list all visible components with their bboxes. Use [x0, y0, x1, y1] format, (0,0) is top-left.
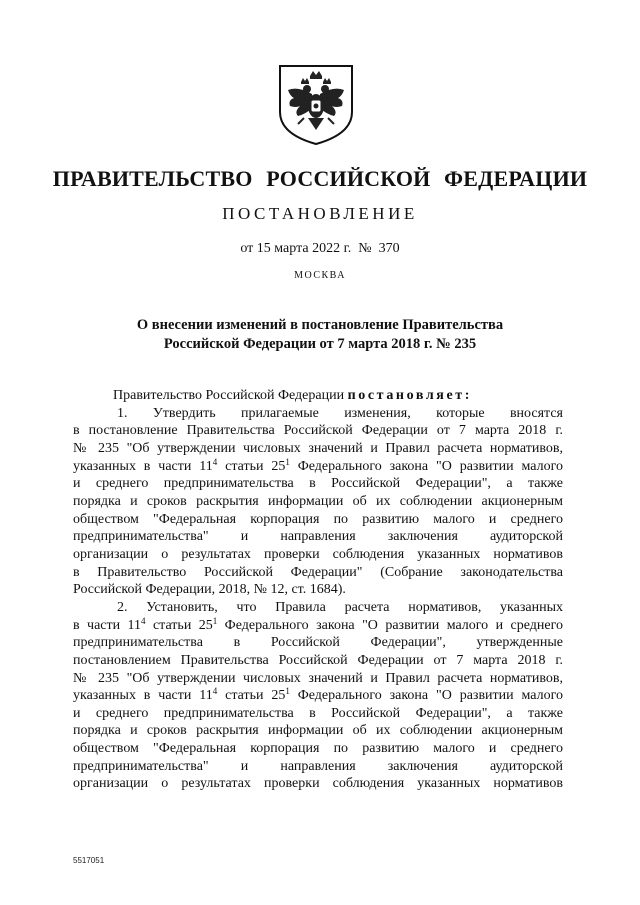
- city: МОСКВА: [294, 270, 346, 281]
- number-sign: №: [358, 241, 372, 256]
- paragraph-1-line: обществом "Федеральная корпорация по развитию малого и среднего: [73, 511, 563, 527]
- paragraph-2-line: указанных в части $11^4$ статьи $25^1$ Федерального закона "О развитии малого: [73, 686, 563, 704]
- paragraph-2-line: организации о результатах проверки соблюдения указанных нормативов: [73, 776, 563, 792]
- paragraph-2-line: постановлением Правительства Российской Федерации от 7 марта 2018 г.: [73, 652, 563, 668]
- date-number-line: [0, 241, 640, 257]
- decree-number: 370: [378, 241, 400, 256]
- decree-heading: [0, 316, 640, 354]
- paragraph-1-line: в Правительство Российской Федерации" (Собрание законодательства: [73, 564, 563, 580]
- paragraph-1-line: № 235 "Об утверждении числовых значений и Правил расчета нормативов,: [73, 440, 563, 456]
- paragraph-1-line: организации о результатах проверки соблюдения указанных нормативов: [73, 546, 563, 562]
- heading-line: Российской Федерации от 7 марта 2018 г. № 235: [163, 336, 477, 352]
- decree-body: [73, 387, 563, 793]
- paragraph-1-line: предпринимательства" и направления заключения аудиторской: [73, 529, 563, 545]
- paragraph-1-line: 1. Утвердить прилагаемые изменения, которые вносятся: [117, 405, 563, 421]
- paragraph-1-line: и среднего предпринимательства в Российской Федерации", а также: [73, 476, 563, 492]
- decree-date: от 15 марта 2022 г.: [240, 241, 352, 256]
- heading-line: О внесении изменений в постановление Правительства: [136, 317, 504, 333]
- paragraph-1-line: Российской Федерации, 2018, № 12, ст. 1684).: [73, 582, 346, 598]
- paragraph-1-line: порядка и сроков раскрытия информации об их соблюдении акционерным: [73, 493, 563, 509]
- paragraph-2-line: предпринимательства" и направления заключения аудиторской: [73, 758, 563, 774]
- coat-of-arms-icon: [274, 62, 358, 146]
- paragraph-2-line: порядка и сроков раскрытия информации об их соблюдении акционерным: [73, 723, 563, 739]
- paragraph-2-line: № 235 "Об утверждении числовых значений и Правил расчета нормативов,: [73, 670, 563, 686]
- document-code: 5517051: [73, 856, 105, 865]
- paragraph-2-line: предпринимательства в Российской Федерации", утвержденные: [73, 635, 563, 651]
- paragraph-1-line: указанных в части $11^4$ статьи $25^1$ Федерального закона "О развитии малого: [73, 456, 563, 474]
- preamble: Правительство Российской Федерации постановляет:: [113, 388, 472, 403]
- document-type: ПОСТАНОВЛЕНИЕ: [222, 204, 418, 223]
- paragraph-2-line: и среднего предпринимательства в Российской Федерации", а также: [73, 705, 563, 721]
- paragraph-2-line: в части $11^4$ статьи $25^1$ Федерального закона "О развитии малого и среднего: [73, 615, 563, 633]
- paragraph-1-line: в постановление Правительства Российской Федерации от 7 марта 2018 г.: [73, 423, 563, 439]
- preamble-verb: постановляет:: [347, 388, 472, 403]
- paragraph-2-line: обществом "Федеральная корпорация по развитию малого и среднего: [73, 741, 563, 757]
- paragraph-2-line: 2. Установить, что Правила расчета нормативов, указанных: [117, 599, 563, 615]
- government-title: ПРАВИТЕЛЬСТВО РОССИЙСКОЙ ФЕДЕРАЦИИ: [52, 166, 588, 191]
